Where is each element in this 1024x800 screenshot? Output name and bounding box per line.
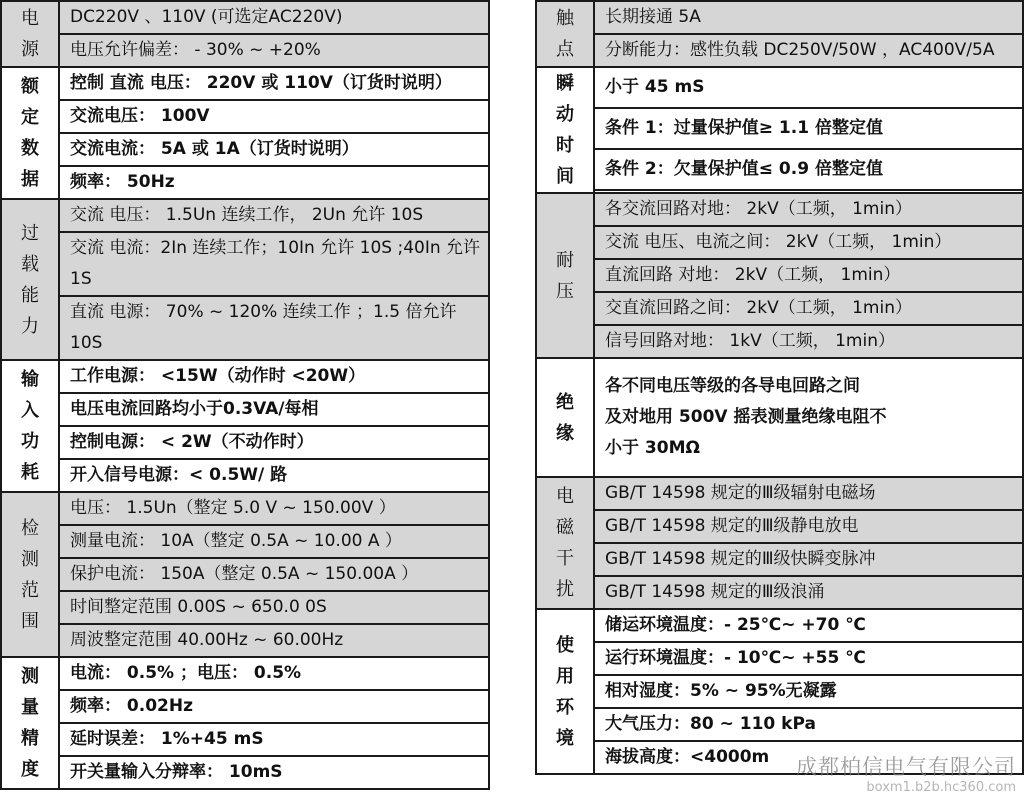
left-spec-row <box>1 525 489 558</box>
left-section-label <box>1 360 59 492</box>
right-spec-value: 长期接通 5A <box>594 1 1023 34</box>
left-spec-row <box>1 690 489 723</box>
left-spec-row <box>1 558 489 591</box>
right-spec-value: 直流回路 对地： 2kV（工频， 1min） <box>594 259 1023 292</box>
left-spec-value: 交流电流： 5A 或 1A（订货时说明） <box>59 133 489 166</box>
section-label-char: 定 <box>21 107 39 128</box>
left-spec-table <box>0 0 490 790</box>
section-label-char: 境 <box>556 727 574 749</box>
section-label-char: 输 <box>21 369 39 390</box>
section-label-char: 动 <box>556 104 574 125</box>
right-spec-row <box>536 149 1023 190</box>
right-section-label <box>536 358 594 477</box>
spec-value-line: 及对地用 500V 摇表测量绝缘电阻不 <box>605 407 887 427</box>
left-spec-value: 电压： 1.5Un（整定 5.0 V ~ 150.00V ） <box>59 492 489 525</box>
spec-value-line: 各不同电压等级的各导电回路之间 <box>605 376 860 396</box>
right-section-label <box>536 1 594 67</box>
right-spec-row <box>536 259 1023 292</box>
section-label-char: 围 <box>21 610 39 632</box>
right-spec-value: 信号回路对地： 1kV（工频， 1min） <box>594 325 1023 358</box>
right-spec-row <box>536 477 1023 510</box>
watermark <box>796 754 1016 796</box>
section-label-char: 载 <box>21 253 39 275</box>
right-spec-table <box>535 0 1024 775</box>
left-spec-value: 时间整定范围 0.00S ~ 650.0 0S <box>59 591 489 624</box>
right-spec-value: 交流 电压、电流之间： 2kV（工频， 1min） <box>594 226 1023 259</box>
left-spec-body <box>1 1 489 789</box>
watermark-company: 成都柏信电气有限公司 <box>796 755 1016 779</box>
right-section-label <box>536 67 594 193</box>
section-label-char: 功 <box>21 431 39 452</box>
section-label-char: 触 <box>556 8 574 29</box>
left-spec-row <box>1 232 489 296</box>
right-spec-row <box>536 510 1023 543</box>
right-spec-value: GB/T 14598 规定的Ⅲ级辐射电磁场 <box>594 477 1023 510</box>
right-spec-value: 相对湿度：5% ~ 95%无凝露 <box>594 675 1023 708</box>
left-spec-value: 频率： 50Hz <box>59 166 489 199</box>
left-spec-row <box>1 657 489 690</box>
section-label-char: 数 <box>21 138 39 159</box>
section-label-char: 力 <box>21 315 39 337</box>
section-label-char: 电 <box>21 8 39 29</box>
section-label-char: 入 <box>21 400 39 421</box>
section-label-char: 干 <box>556 548 574 569</box>
section-label-char: 能 <box>21 284 39 306</box>
section-label-char: 用 <box>556 665 574 687</box>
right-spec-row <box>536 226 1023 259</box>
right-spec-row <box>536 708 1023 741</box>
left-spec-value: 控制电源： < 2W（不动作时） <box>59 426 489 459</box>
left-spec-value: 控制 直流 电压： 220V 或 110V（订货时说明） <box>59 67 489 100</box>
right-spec-value: 小于 45 mS <box>594 67 1023 108</box>
section-label-char: 源 <box>21 39 39 60</box>
left-spec-row <box>1 426 489 459</box>
left-spec-value: 测量电流： 10A（整定 0.5A ~ 10.00 A ） <box>59 525 489 558</box>
left-spec-row <box>1 756 489 789</box>
right-spec-row <box>536 609 1023 642</box>
section-label-char: 过 <box>21 222 39 244</box>
left-spec-row <box>1 393 489 426</box>
right-spec-value: 大气压力：80 ~ 110 kPa <box>594 708 1023 741</box>
right-spec-value: 交直流回路之间： 2kV（工频， 1min） <box>594 292 1023 325</box>
watermark-url: boxm1.b2b.hc360.com <box>866 780 1016 795</box>
left-spec-value: 工作电源： <15W（动作时 <20W） <box>59 360 489 393</box>
section-label-char: 瞬 <box>556 73 574 94</box>
right-spec-row <box>536 325 1023 358</box>
right-spec-body <box>536 1 1023 774</box>
right-spec-row <box>536 675 1023 708</box>
right-spec-value: 各交流回路对地： 2kV（工频， 1min） <box>594 193 1023 226</box>
section-label-char: 测 <box>21 548 39 570</box>
right-section-label <box>536 609 594 774</box>
right-spec-row <box>536 543 1023 576</box>
right-spec-value: GB/T 14598 规定的Ⅲ级静电放电 <box>594 510 1023 543</box>
left-spec-row <box>1 34 489 67</box>
section-label-char: 耗 <box>21 462 39 483</box>
right-spec-value <box>594 358 1023 477</box>
left-section-label <box>1 67 59 199</box>
left-spec-row <box>1 459 489 492</box>
left-spec-value: 频率： 0.02Hz <box>59 690 489 723</box>
section-label-char: 点 <box>556 39 574 60</box>
section-label-char: 据 <box>21 169 39 190</box>
left-spec-row <box>1 166 489 199</box>
section-label-char: 绝 <box>556 391 574 413</box>
left-spec-row <box>1 296 489 360</box>
left-spec-row <box>1 591 489 624</box>
right-spec-value: 运行环境温度：- 10℃~ +55 ℃ <box>594 642 1023 675</box>
section-label-char: 环 <box>556 696 574 718</box>
left-spec-row <box>1 360 489 393</box>
section-label-char: 时 <box>556 135 574 156</box>
right-spec-value: 条件 1：过量保护值≥ 1.1 倍整定值 <box>594 108 1023 149</box>
right-spec-value: 条件 2：欠量保护值≤ 0.9 倍整定值 <box>594 149 1023 190</box>
left-spec-row <box>1 492 489 525</box>
right-spec-value: 海拔高度：<4000m <box>594 741 1023 774</box>
left-spec-value: 电压允许偏差： - 30% ~ +20% <box>59 34 489 67</box>
section-label-char: 使 <box>556 634 574 656</box>
section-label-char: 电 <box>556 486 574 507</box>
section-label-char: 量 <box>21 697 39 718</box>
section-label-char: 扰 <box>556 579 574 600</box>
section-label-char: 压 <box>556 280 574 302</box>
left-spec-value: 开入信号电源：< 0.5W/ 路 <box>59 459 489 492</box>
right-spec-row <box>536 67 1023 108</box>
right-spec-row <box>536 358 1023 477</box>
right-spec-row <box>536 576 1023 609</box>
left-spec-value: 电流： 0.5% ；电压： 0.5% <box>59 657 489 690</box>
left-spec-value: 开关量输入分辩率： 10mS <box>59 756 489 789</box>
left-section-label <box>1 657 59 789</box>
left-spec-value: 延时误差： 1%+45 mS <box>59 723 489 756</box>
left-spec-row <box>1 624 489 657</box>
right-spec-row <box>536 34 1023 67</box>
right-spec-row <box>536 642 1023 675</box>
left-section-label <box>1 199 59 360</box>
left-spec-value: 周波整定范围 40.00Hz ~ 60.00Hz <box>59 624 489 657</box>
right-section-label <box>536 477 594 609</box>
section-label-char: 耐 <box>556 249 574 271</box>
section-label-char: 检 <box>21 517 39 539</box>
right-spec-row <box>536 108 1023 149</box>
right-spec-value: 分断能力：感性负载 DC250V/50W ，AC400V/5A <box>594 34 1023 67</box>
section-label-char: 范 <box>21 579 39 601</box>
section-label-char: 磁 <box>556 517 574 538</box>
left-spec-value: 电压电流回路均小于0.3VA/每相 <box>59 393 489 426</box>
section-label-char: 测 <box>21 666 39 687</box>
right-spec-row <box>536 292 1023 325</box>
left-spec-row <box>1 199 489 232</box>
left-spec-value: DC220V 、110V (可选定AC220V) <box>59 1 489 34</box>
left-spec-value: 保护电流： 150A（整定 0.5A ~ 150.00A ） <box>59 558 489 591</box>
spec-value-line: 小于 30MΩ <box>605 438 700 458</box>
left-spec-row <box>1 723 489 756</box>
left-spec-value: 交流 电压： 1.5Un 连续工作， 2Un 允许 10S <box>59 199 489 232</box>
section-label-char: 精 <box>21 728 39 749</box>
section-label-char: 缘 <box>556 422 574 444</box>
right-spec-row <box>536 193 1023 226</box>
left-spec-row <box>1 133 489 166</box>
right-spec-value: GB/T 14598 规定的Ⅲ级快瞬变脉冲 <box>594 543 1023 576</box>
left-spec-value: 交流 电流：2In 连续工作；10In 允许 10S ;40In 允许 1S <box>59 232 489 296</box>
left-section-label <box>1 1 59 67</box>
section-label-char: 度 <box>21 759 39 780</box>
section-label-char: 间 <box>556 166 574 187</box>
left-section-label <box>1 492 59 657</box>
left-spec-row <box>1 100 489 133</box>
right-spec-value: 储运环境温度：- 25℃~ +70 ℃ <box>594 609 1023 642</box>
left-spec-row <box>1 67 489 100</box>
right-spec-row <box>536 1 1023 34</box>
right-section-label <box>536 193 594 358</box>
left-spec-value: 交流电压： 100V <box>59 100 489 133</box>
left-spec-value: 直流 电源： 70% ~ 120% 连续工作 ；1.5 倍允许 10S <box>59 296 489 360</box>
section-label-char: 额 <box>21 76 39 97</box>
left-spec-row <box>1 1 489 34</box>
right-spec-value: GB/T 14598 规定的Ⅲ级浪涌 <box>594 576 1023 609</box>
